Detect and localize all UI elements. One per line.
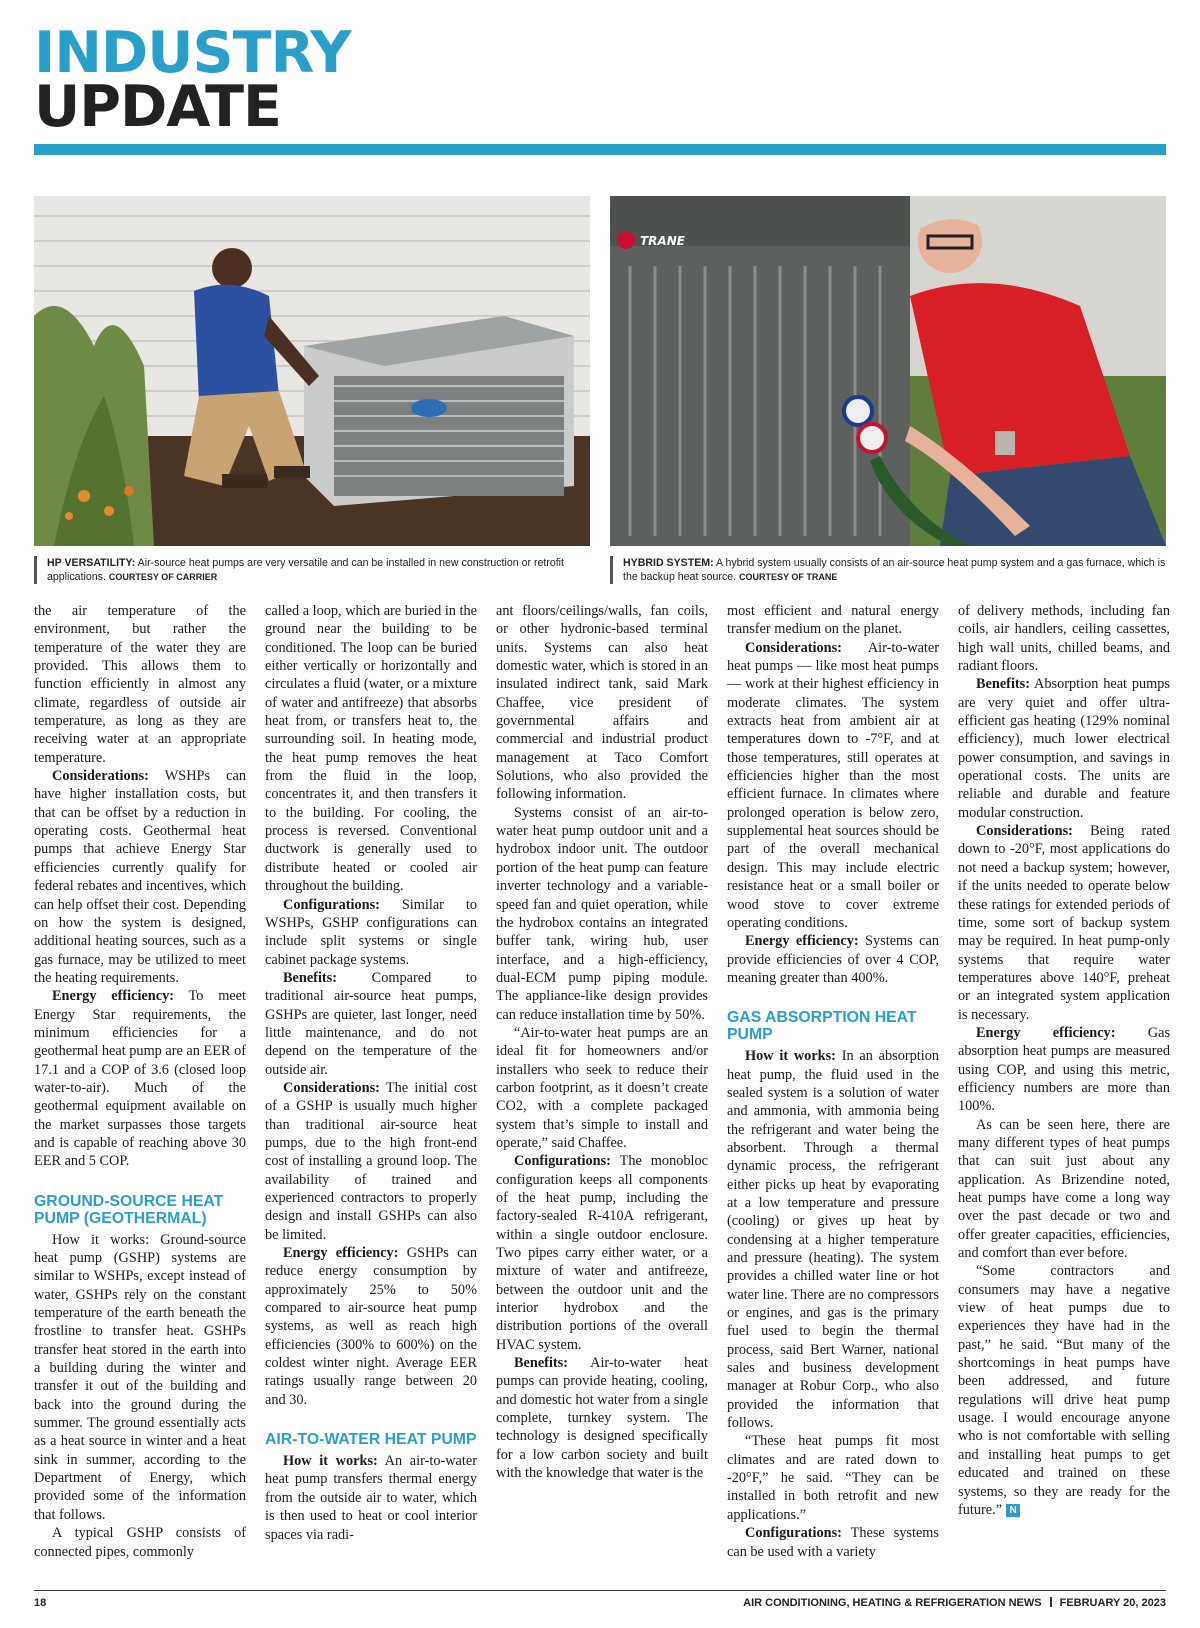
paragraph-text: Similar to WSHPs, GSHP configurations can include split systems or single cabinet package systems. (265, 896, 477, 968)
masthead (34, 20, 351, 140)
article-column-5 (958, 602, 1170, 1519)
caption-label: HP VERSATILITY: (47, 557, 136, 569)
run-in-head: Configurations: (514, 1153, 611, 1170)
caption-credit: COURTESY OF CARRIER (108, 572, 218, 582)
run-in-head: Configurations: (745, 1525, 842, 1542)
run-in-head: Configurations: (283, 896, 380, 913)
run-in-head: Energy efficiency: (976, 1024, 1116, 1041)
paragraph: A typical GSHP consists of connected pipes, commonly (34, 1525, 246, 1560)
run-in-head: Considerations: (52, 768, 149, 785)
photo-carrier-technician (34, 196, 590, 546)
paragraph (958, 1262, 1170, 1519)
paragraph (265, 896, 477, 969)
paragraph-text: In an absorption heat pump, the fluid used in the sealed system is a solution of water and ammonia, with ammonia being the refrigerant and water being the absorbent. Through a thermal dynamic process, the refrigerant either picks up heat by evaporating at a low temperature and pressure (cooling) or gives up heat by condensing at a higher temperature and pressure (heating). The system provides a chilled water line or hot water line. There are no compressors or engines, and gas is the primary fuel used to begin the thermal process, said Bert Warner, national sales and business development manager at Robur Corp., who also provided the information that follows. (727, 1048, 939, 1432)
article-column-1 (34, 602, 246, 1561)
run-in-head: Considerations: (745, 639, 842, 656)
page-number: 18 (34, 1597, 47, 1609)
run-in-head: Energy efficiency: (283, 1245, 399, 1262)
run-in-head: Energy efficiency: (745, 933, 859, 950)
photo-caption-2 (610, 556, 1166, 584)
paragraph (727, 1047, 939, 1432)
paragraph-text: Compared to traditional air-source heat pumps, GSHPs are quieter, last longer, need little maintenance, and do not depend on the temperature of the outside air. (265, 969, 477, 1078)
paragraph (727, 639, 939, 933)
paragraph (958, 822, 1170, 1024)
masthead-line-1: INDUSTRY (34, 20, 351, 86)
photo-caption-1 (34, 556, 590, 584)
paragraph: “These heat pumps fit most climates and are rated down to -20°F,” he said. “They can be installed in both retrofit and new applications.” (727, 1433, 939, 1523)
paragraph: most efficient and natural energy transfer medium on the planet. (727, 603, 939, 638)
paragraph (265, 1079, 477, 1244)
paragraph (727, 1524, 939, 1561)
caption-credit: COURTESY OF TRANE (739, 572, 838, 582)
footer-publication (743, 1597, 1166, 1609)
paragraph: ant floors/ceilings/walls, fan coils, or other hydronic-based terminal units. Systems can also heat domestic water, which is stored in an insulated indirect tank, said Mark Chaffee, vice president of governmental affairs and commercial and industrial product management at Taco Comfort Solutions, who also provided the following information. (496, 603, 708, 803)
paragraph (958, 675, 1170, 822)
caption-text: A hybrid system usually consists of an air-source heat pump system and a gas furnace, which is the backup heat source. (623, 557, 1166, 583)
run-in-head: Considerations: (976, 823, 1073, 840)
section-heading: AIR-TO-WATER HEAT PUMP (265, 1431, 477, 1449)
article-column-3 (496, 602, 708, 1483)
trane-logo-icon (617, 231, 635, 249)
paragraph-text: Air-to-water heat pumps — like most heat pumps — work at their highest efficiency in moderate climates. The system extracts heat from ambient air at temperatures down to -7°F, and at those temperatures, still operates at efficiencies higher than the most efficient furnace. In climates where prolonged operation is below zero, supplemental heat sources should be part of the overall mechanical design. This may include electric resistance heat or a small boiler or wood stove to cover extreme operating conditions. (727, 639, 939, 931)
paragraph-text: GSHPs can reduce energy consumption by approximately 25% to 50% compared to air-source heat pump systems, as well as reach high efficiencies (300% to 600%) on the coldest winter night. Average EER ratings usually range between 20 and 30. (265, 1245, 477, 1408)
end-mark-icon: N (1006, 1504, 1020, 1517)
unit-brand-label: TRANE (640, 234, 685, 248)
paragraph: As can be seen here, there are many different types of heat pumps that can suit just about any application. As Brizendine noted, heat pumps have come a long way over the past decade or two and offer greater capacities, efficiencies, and comfort than ever before. (958, 1116, 1170, 1262)
paragraph-text: Absorption heat pumps are very quiet and offer ultra-efficient gas heating (129% nominal efficiency), much lower electrical power consumption, and savings in operational costs. The units are reliable and durable and feature modular construction. (958, 676, 1170, 821)
masthead-rule (34, 144, 1166, 155)
paragraph (265, 969, 477, 1079)
paragraph: Systems consist of an air-to-water heat pump outdoor unit and a hydrobox indoor unit. The outdoor portion of the heat pump can feature inverter technology and a variable-speed fan and quiet operation, while the hydrobox contains an integrated buffer tank, wiring hub, user interface, and a high-efficiency, dual-ECM pump piping module. The appliance-like design provides can reduce installation time by 50%. (496, 804, 708, 1023)
paragraph-text: Systems can provide efficiencies of over 4 COP, meaning greater than 400%. (727, 933, 939, 986)
run-in-head: Benefits: (283, 969, 337, 986)
run-in-head: Energy efficiency: (52, 988, 174, 1005)
caption-label: HYBRID SYSTEM: (623, 557, 714, 569)
paragraph-text: These systems can be used with a variety (727, 1525, 939, 1560)
paragraph (496, 1354, 708, 1482)
run-in-head: How it works: (283, 1453, 378, 1470)
paragraph-text: WSHPs can have higher installation costs, but that can be offset by a reduction in operating costs. Geothermal heat pumps that achieve Energy Star efficiencies currently qualify for federal rebates and incentives, which can help offset their cost. Depending on how the system is designed, additional heating sources, such as a gas furnace, may be utilized to meet the heating requirements. (34, 768, 246, 986)
section-heading: GROUND-SOURCE HEAT PUMP (GEOTHERMAL) (34, 1192, 224, 1227)
run-in-head: Considerations: (283, 1079, 380, 1096)
masthead-line-2: UPDATE (34, 74, 281, 140)
paragraph-text: An air-to-water heat pump transfers thermal energy from the outside air to water, which is then used to heat or cool interior spaces via radi- (265, 1453, 477, 1543)
paragraph-text: Being rated down to -20°F, most applications do not need a backup system; however, if the units needed to operate below these ratings for extended periods of time, some sort of backup system may be required. In heat pump-only systems that require water temperatures above 140°F, preheat or an integrated system application is necessary. (958, 823, 1170, 1023)
issue-date: FEBRUARY 20, 2023 (1059, 1597, 1166, 1609)
paragraph (265, 1452, 477, 1544)
footer-rule (34, 1590, 1166, 1591)
paragraph: How it works: Ground-source heat pump (GSHP) systems are similar to WSHPs, except instead of water, GSHPs rely on the constant temperature of the earth beneath the frostline to transfer heat. GSHPs transfer heat stored in the earth into a building during the winter and transfer it out of the building and back into the ground during the summer. The ground essentially acts as a heat source in winter and a heat sink in summer, according to the Department of Energy, which provided some of the information that follows. (34, 1231, 246, 1523)
paragraph: of delivery methods, including fan coils, air handlers, ceiling cassettes, high wall units, chilled beams, and radiant floors. (958, 603, 1170, 675)
paragraph (265, 1244, 477, 1409)
run-in-head: Benefits: (514, 1355, 568, 1372)
paragraph (34, 767, 246, 987)
paragraph-text: The initial cost of a GSHP is usually much higher than traditional air-source heat pumps, due to the high front-end cost of installing a ground loop. The availability of trained and experienced contractors to properly design and install GSHPs can also be limited. (265, 1079, 477, 1243)
article-column-4 (727, 602, 939, 1561)
run-in-head: How it works: (745, 1048, 836, 1065)
paragraph: “Air-to-water heat pumps are an ideal fit for homeowners and/or installers who seek to reduce their carbon footprint, as it doesn’t create CO2, with a complete packaged system that’s simple to install and operate,” said Chaffee. (496, 1024, 708, 1151)
paragraph-text: The monobloc configuration keeps all components of the heat pump, including the factory-sealed R-410A refrigerant, within a single outdoor enclosure. Two pipes carry either water, or a mixture of water and antifreeze, between the outdoor unit and the interior hydrobox and the distribution portions of the overall HVAC system. (496, 1153, 708, 1353)
paragraph-text: Gas absorption heat pumps are measured using COP, and using this metric, efficiency numbers are more than 100%. (958, 1024, 1171, 1115)
paragraph: called a loop, which are buried in the ground near the building to be conditioned. The loop can be buried either vertically or horizontally and circulates a fluid (water, or a mixture of water and antifreeze) that absorbs heat from, or transfers heat to, the surrounding soil. In heating mode, the heat pump removes the heat from the fluid in the loop, concentrates it, and then transfers it to the building. For cooling, the process is reversed. Conventional ductwork is generally used to distribute heated or cooled air throughout the building. (265, 603, 477, 895)
paragraph-text: To meet Energy Star requirements, the minimum efficiencies for a geothermal heat pump are an EER of 17.1 and a COP of 3.6 (closed loop water-to-air). Much of the geothermal equipment available on the market surpasses those targets and is capable of reaching above 30 EER and 5 COP. (34, 988, 246, 1170)
run-in-head: Benefits: (976, 676, 1030, 693)
paragraph (496, 1152, 708, 1354)
paragraph-text: “Some contractors and consumers may have a negative view of heat pumps due to experiences they have had in the past,” he said. “But many of the shortcomings in heat pumps have been addressed, and future regulations will drive heat pump usage. I would encourage anyone who is not comfortable with selling and installing heat pumps to get educated and trained on these systems, so they are ready for the future.” (958, 1263, 1170, 1518)
paragraph (727, 932, 939, 987)
caption-text: Air-source heat pumps are very versatile and can be installed in new construction or retrofit applications. (47, 557, 564, 583)
paragraph (958, 1024, 1170, 1116)
article-column-2 (265, 602, 477, 1544)
paragraph-text: Air-to-water heat pumps can provide heating, cooling, and domestic hot water from a single complete, turnkey system. The technology is designed specifically for a low carbon society and built with the knowledge that water is the (496, 1355, 709, 1482)
publication-name: AIR CONDITIONING, HEATING & REFRIGERATION NEWS (743, 1597, 1042, 1609)
section-heading: GAS ABSORPTION HEAT PUMP (727, 1009, 917, 1044)
footer-separator (1050, 1597, 1052, 1607)
paragraph (34, 987, 246, 1170)
photo-trane-technician (610, 196, 1166, 546)
paragraph: the air temperature of the environment, but rather the temperature of the water they are provided. This allows them to function efficiently in almost any climate, regardless of outside air temperature, as long as they are receiving water at an appropriate temperature. (34, 603, 246, 766)
